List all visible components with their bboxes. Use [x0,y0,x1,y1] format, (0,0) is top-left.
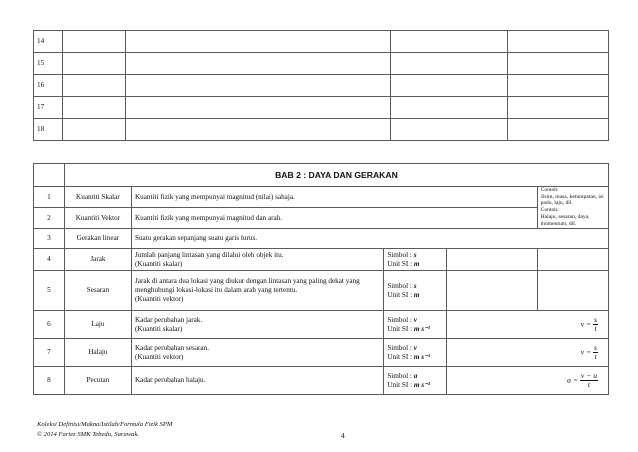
definition: Kuantiti fizik yang mempunyai magnitud (nilai) sahaja. [131,187,537,208]
term: Kuantiti Skalar [64,187,131,208]
row-number: 16 [34,75,63,97]
fraction: $\frac{v - u}{t}$ [580,370,597,389]
formula: v = $\frac{s}{t}$ [447,339,609,367]
formula: a = $\frac{v - u}{t}$ [447,367,609,395]
chapter-title: BAB 2 : DAYA DAN GERAKAN [64,164,608,187]
definition: Kadar perubahan jarak. (Kuantiti skalar) [131,311,383,339]
page-number: 4 [341,431,345,440]
table-row [34,187,609,208]
symbol-unit: Simbol : v Unit SI : m s⁻¹ [384,339,447,367]
symbol-unit: Simbol : a Unit SI : m s⁻² [384,367,447,395]
definition: Jarak di antara dua lokasi yang diukur dengan lintasan yang paling dekat yang menghubungi lokasi-lokasi itu dalam arah yang tertentu. (Kuantiti vektor) [131,271,383,311]
symbol-unit: Simbol : v Unit SI : m s⁻¹ [384,311,447,339]
table-row [34,311,609,339]
definition: Jumlah panjang lintasan yang dilalui oleh objek itu. (Kuantiti skalar) [131,249,383,271]
row-number: 5 [34,271,65,311]
footer-title: Koleksi Definisi/Makna/Istilah/Formula Fizik SPM [37,421,173,428]
row-number: 17 [34,97,63,119]
table-row [34,97,609,119]
row-number: 6 [34,311,65,339]
row-number: 4 [34,249,65,271]
term: Gerakan linear [64,229,131,249]
term: Sesaran [64,271,131,311]
table-title-row [34,164,609,187]
table-row [34,249,609,271]
definition: Kadar perubahan sesaran. (Kuantiti vektor) [131,339,383,367]
row-number: 3 [34,229,65,249]
row-number: 18 [34,119,63,141]
bab-table [33,163,609,395]
table-row [34,75,609,97]
table-row [34,119,609,141]
row-number: 14 [34,31,63,53]
row-number: 15 [34,53,63,75]
row-number: 8 [34,367,65,395]
term: Pecutan [64,367,131,395]
top-table [33,30,609,141]
term: Jarak [64,249,131,271]
table-row [34,53,609,75]
table-row [34,31,609,53]
table-row [34,339,609,367]
footer-copyright: © 2014 Fariez SMK Tebedu, Sarawak. [37,430,140,438]
term: Laju [64,311,131,339]
fraction: $\frac{s}{t}$ [594,314,597,333]
fraction: $\frac{s}{t}$ [594,342,597,361]
examples-note: Contoh: Jisim, masa, ketumpatan, isi padu, laju, dll. Contoh: Halaju, sesaran, daya, momentum, dll. [537,187,608,229]
definition: Suatu gerakan sepanjang suatu garis lurus. [131,229,608,249]
table-row [34,271,609,311]
table-row [34,229,609,249]
footer [37,420,172,439]
row-number: 1 [34,187,65,208]
row-number: 2 [34,208,65,229]
table-row [34,208,609,229]
symbol-unit: Simbol : s Unit SI : m [384,249,447,271]
definition: Kuantiti fizik yang mempunyai magnitud dan arah. [131,208,537,229]
table-row [34,367,609,395]
row-number: 7 [34,339,65,367]
term: Kuantiti Vektor [64,208,131,229]
term: Halaju [64,339,131,367]
formula: v = $\frac{s}{t}$ [447,311,609,339]
definition: Kadar perubahan halaju. [131,367,383,395]
symbol-unit: Simbol : s Unit SI : m [384,271,447,311]
